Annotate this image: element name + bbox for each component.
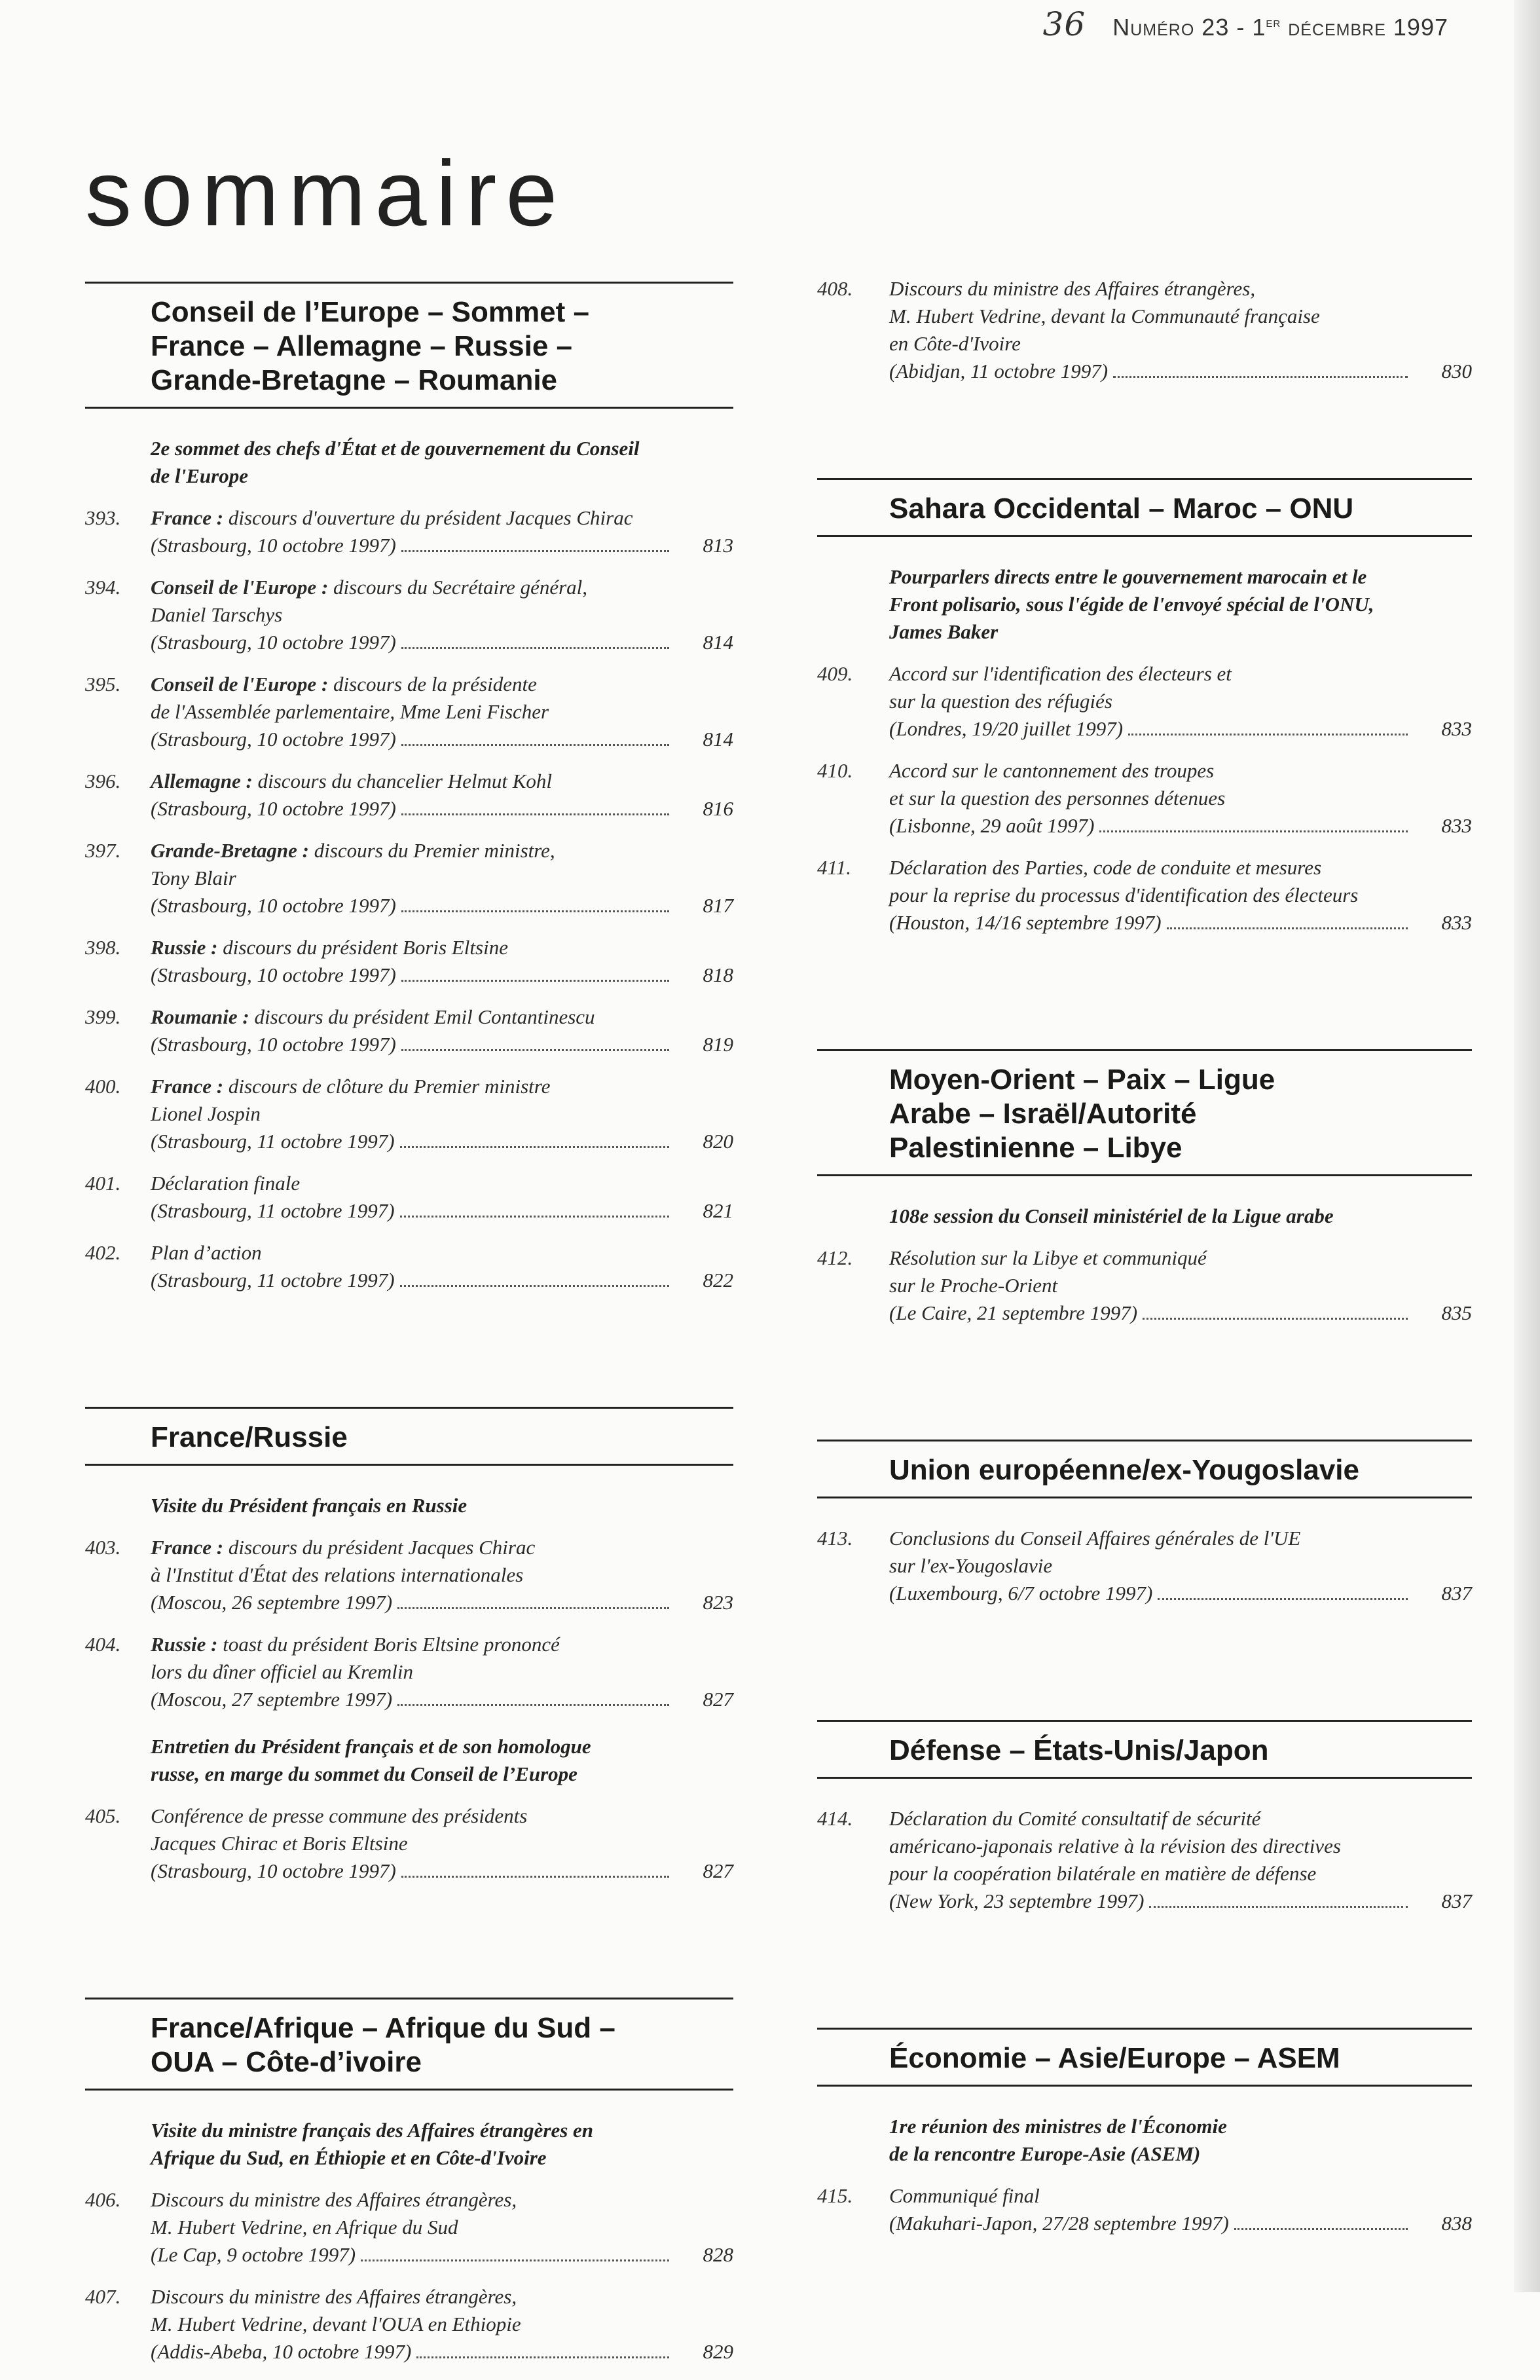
entry-title-line: Résolution sur la Libye et communiqué [889, 1246, 1207, 1269]
page-number: 816 [703, 797, 733, 820]
section-heading-line: Conseil de l’Europe – Sommet – [151, 296, 589, 328]
entry-title-line: Tony Blair [151, 866, 236, 889]
section-heading [85, 1998, 733, 2091]
page-title: sommaire [85, 141, 567, 246]
toc-section [85, 282, 733, 1294]
entry-title-line: Conseil de l'Europe : discours de la présidente [151, 673, 537, 696]
entry-number: 397. [85, 839, 121, 862]
entry-source: (Abidjan, 11 octobre 1997) [889, 360, 1109, 382]
issue-number: Numéro 23 - 1 [1112, 14, 1266, 41]
entry-title-line: Lionel Jospin [151, 1102, 261, 1125]
entry-lead: Conseil de l'Europe : [151, 576, 329, 599]
toc-entry [85, 671, 733, 753]
entry-source-line [889, 1299, 1472, 1327]
page-number: 833 [1441, 911, 1472, 934]
entry-title-line: Russie : toast du président Boris Eltsine prononcé [151, 1633, 560, 1656]
page-edge-shadow [1514, 0, 1540, 2292]
entry-title-line: pour la coopération bilatérale en matière de défense [889, 1862, 1317, 1885]
page-number: 838 [1441, 2212, 1472, 2235]
dot-leader [401, 980, 669, 982]
page-number: 837 [1441, 1889, 1472, 1912]
dot-leader [1113, 376, 1408, 378]
entry-title-line: Discours du ministre des Affaires étrangères, [889, 277, 1256, 300]
entry-number: 403. [85, 1536, 121, 1559]
entry-lead: Russie : [151, 936, 218, 959]
entry-body [889, 275, 1472, 385]
entry-source-line [889, 1887, 1472, 1915]
entry-title-line: Jacques Chirac et Boris Eltsine [151, 1832, 408, 1855]
entry-source-line [151, 795, 733, 823]
entry-body [889, 660, 1472, 743]
toc-entry [85, 1239, 733, 1294]
left-column [85, 282, 733, 2380]
entry-number: 405. [85, 1804, 121, 1827]
section-gap [817, 951, 1472, 1049]
entry-source: (Strasbourg, 10 octobre 1997) [151, 797, 396, 820]
entry-source-line [151, 1857, 733, 1885]
entry-title-line: Conclusions du Conseil Affaires générales de l'UE [889, 1527, 1301, 1550]
issue-sup: er [1266, 14, 1281, 30]
entry-source: (Londres, 19/20 juillet 1997) [889, 717, 1124, 740]
entry-title-line: Conseil de l'Europe : discours du Secrétaire général, [151, 576, 588, 599]
entry-source: (Strasbourg, 11 octobre 1997) [151, 1130, 395, 1153]
entry-title-line: Déclaration des Parties, code de conduite et mesures [889, 856, 1322, 879]
entry-title-line: France : discours du président Jacques Chirac [151, 1536, 536, 1559]
group-intro [889, 1202, 1472, 1230]
entry-title-line: sur la question des réfugiés [889, 690, 1112, 713]
dot-leader [416, 2356, 669, 2358]
page-number: 833 [1441, 814, 1472, 837]
group-intro-line: de l'Europe [151, 464, 248, 487]
dot-leader [1158, 1598, 1408, 1600]
entry-body [151, 1631, 733, 1713]
section-heading-line: France/Afrique – Afrique du Sud – [151, 2012, 615, 2044]
toc-section [817, 275, 1472, 385]
entry-title-line: Accord sur l'identification des électeurs et [889, 662, 1232, 685]
entry-source-line [151, 1031, 733, 1058]
group-intro-line: russe, en marge du sommet du Conseil de l’Europe [151, 1762, 578, 1785]
entry-source-line [889, 1580, 1472, 1607]
section-heading-line: Sahara Occidental – Maroc – ONU [889, 493, 1354, 525]
entry-title-line: France : discours d'ouverture du président Jacques Chirac [151, 506, 633, 529]
entry-source-line [151, 1686, 733, 1713]
entry-lead: France : [151, 1536, 224, 1559]
entry-source: (Strasbourg, 10 octobre 1997) [151, 1859, 396, 1882]
entry-source-line [151, 892, 733, 920]
dot-leader [397, 1607, 669, 1609]
entry-number: 408. [817, 277, 853, 300]
entry-number: 393. [85, 506, 121, 529]
toc-entry [85, 934, 733, 989]
entry-source: (Strasbourg, 10 octobre 1997) [151, 894, 396, 917]
entry-number: 404. [85, 1633, 121, 1656]
dot-leader [1149, 1906, 1408, 1908]
page-number: 829 [703, 2340, 733, 2363]
section-gap [817, 400, 1472, 478]
entry-source-line [151, 1197, 733, 1225]
toc-entry [817, 660, 1472, 743]
group-intro-line: 108e session du Conseil ministériel de la Ligue arabe [889, 1204, 1334, 1227]
section-heading-line: OUA – Côte-d’ivoire [151, 2046, 422, 2078]
page-number: 830 [1441, 360, 1472, 382]
group-intro-line: Afrique du Sud, en Éthiopie et en Côte-d'Ivoire [151, 2146, 547, 2169]
toc-entry [85, 837, 733, 920]
entry-number: 394. [85, 576, 121, 599]
page-number: 819 [703, 1033, 733, 1056]
toc-entry [85, 574, 733, 656]
dot-leader [401, 1876, 669, 1878]
entry-title-line: Daniel Tarschys [151, 603, 283, 626]
entry-title-line: lors du dîner officiel au Kremlin [151, 1660, 413, 1683]
entry-body [151, 574, 733, 656]
toc-entry [817, 1805, 1472, 1915]
entry-lead: Conseil de l'Europe : [151, 673, 329, 696]
entry-title-line: Communiqué final [889, 2184, 1040, 2207]
entry-number: 400. [85, 1075, 121, 1098]
entry-body [151, 934, 733, 989]
dot-leader [1143, 1318, 1408, 1320]
toc-entry [817, 1525, 1472, 1607]
toc-entry [85, 1073, 733, 1155]
entry-number: 402. [85, 1241, 121, 1264]
entry-title-line: Déclaration finale [151, 1172, 301, 1195]
section-heading-line: Moyen-Orient – Paix – Ligue [889, 1064, 1275, 1096]
entry-title-line: Discours du ministre des Affaires étrangères, [151, 2188, 517, 2211]
entry-source: (New York, 23 septembre 1997) [889, 1889, 1145, 1912]
entry-source-line [151, 2338, 733, 2366]
entry-body [889, 854, 1472, 937]
toc-entry [85, 1631, 733, 1713]
entry-title-line: en Côte-d'Ivoire [889, 332, 1021, 355]
entry-title-line: M. Hubert Vedrine, devant la Communauté française [889, 305, 1320, 327]
entry-source-line [151, 1267, 733, 1294]
entry-source-line [151, 726, 733, 753]
issue-label [1112, 14, 1448, 41]
toc-entry [85, 1802, 733, 1885]
toc-section [85, 1407, 733, 1885]
entry-source: (Strasbourg, 10 octobre 1997) [151, 963, 396, 986]
section-heading [85, 1407, 733, 1466]
group-intro [889, 563, 1472, 646]
entry-number: 412. [817, 1246, 853, 1269]
dot-leader [401, 550, 669, 552]
entry-source: (Strasbourg, 10 octobre 1997) [151, 534, 396, 557]
dot-leader [401, 647, 669, 649]
entry-body [151, 2283, 733, 2366]
entry-body [889, 1525, 1472, 1607]
entry-number: 406. [85, 2188, 121, 2211]
toc-entry [85, 2186, 733, 2269]
dot-leader [1167, 927, 1408, 929]
group-intro-line: Visite du Président français en Russie [151, 1494, 468, 1517]
page-number: 822 [703, 1269, 733, 1292]
entry-title-line: sur le Proche-Orient [889, 1274, 1058, 1297]
group-intro-line: Pourparlers directs entre le gouvernement marocain et le [889, 565, 1367, 588]
entry-body [151, 671, 733, 753]
entry-source-line [151, 961, 733, 989]
dot-leader [401, 1049, 669, 1051]
entry-source-line [889, 909, 1472, 937]
toc-entry [817, 854, 1472, 937]
entry-title-line: Russie : discours du président Boris Eltsine [151, 936, 508, 959]
issue-date: décembre 1997 [1281, 14, 1448, 41]
group-intro [151, 435, 733, 490]
section-heading-line: Grande-Bretagne – Roumanie [151, 364, 558, 396]
entry-source: (Addis-Abeba, 10 octobre 1997) [151, 2340, 412, 2363]
page-number: 813 [703, 534, 733, 557]
section-gap [817, 1929, 1472, 2028]
section-heading-line: Union européenne/ex-Yougoslavie [889, 1454, 1359, 1486]
dot-leader [400, 1285, 669, 1287]
group-intro-line: Visite du ministre français des Affaires étrangères en [151, 2119, 594, 2142]
toc-section [817, 1440, 1472, 1607]
entry-title-line: France : discours de clôture du Premier ministre [151, 1075, 551, 1098]
entry-lead: France : [151, 1075, 224, 1098]
entry-body [151, 1802, 733, 1885]
toc-section [817, 478, 1472, 937]
toc-entry [85, 1170, 733, 1225]
toc-entry [817, 757, 1472, 840]
entry-source: (Strasbourg, 10 octobre 1997) [151, 1033, 396, 1056]
entry-source-line [151, 629, 733, 656]
entry-source-line [151, 1589, 733, 1616]
dot-leader [401, 744, 669, 746]
dot-leader [400, 1146, 669, 1148]
toc-entry [85, 2283, 733, 2366]
entry-number: 409. [817, 662, 853, 685]
group-intro-line: Entretien du Président français et de son homologue [151, 1735, 591, 1758]
section-heading-line: France/Russie [151, 1421, 348, 1453]
entry-source: (Luxembourg, 6/7 octobre 1997) [889, 1582, 1153, 1605]
right-column [817, 275, 1472, 2252]
toc-entry [817, 275, 1472, 385]
entry-number: 413. [817, 1527, 853, 1550]
entry-source-line [889, 358, 1472, 385]
entry-title-line: de l'Assemblée parlementaire, Mme Leni Fischer [151, 700, 549, 723]
entry-body [151, 768, 733, 823]
entry-body [151, 2186, 733, 2269]
toc-entry [817, 2182, 1472, 2237]
entry-source-line [889, 715, 1472, 743]
group-intro [889, 2113, 1472, 2168]
toc-section [817, 1720, 1472, 1915]
entry-source: (Le Caire, 21 septembre 1997) [889, 1301, 1138, 1324]
entry-body [151, 1239, 733, 1294]
section-heading-line: Palestinienne – Libye [889, 1132, 1182, 1164]
page-number: 814 [703, 631, 733, 654]
section-heading-line: Économie – Asie/Europe – ASEM [889, 2042, 1340, 2074]
toc-entry [85, 1534, 733, 1616]
entry-lead: Roumanie : [151, 1005, 249, 1028]
section-heading [817, 478, 1472, 537]
dot-leader [361, 2259, 669, 2261]
entry-title-line: Conférence de presse commune des présidents [151, 1804, 528, 1827]
entry-source: (Makuhari-Japon, 27/28 septembre 1997) [889, 2212, 1229, 2235]
entry-title-line: Roumanie : discours du président Emil Contantinescu [151, 1005, 595, 1028]
entry-number: 395. [85, 673, 121, 696]
entry-title-line: Accord sur le cantonnement des troupes [889, 759, 1215, 782]
section-gap [85, 1899, 733, 1998]
issue-header [1043, 5, 1448, 43]
dot-leader [401, 910, 669, 912]
entry-number: 401. [85, 1172, 121, 1195]
section-gap [817, 1341, 1472, 1440]
section-heading [817, 1049, 1472, 1176]
entry-source-line [151, 2241, 733, 2269]
entry-number: 407. [85, 2285, 121, 2308]
page-number: 820 [703, 1130, 733, 1153]
entry-source: (Moscou, 27 septembre 1997) [151, 1688, 393, 1711]
page-number: 828 [703, 2243, 733, 2266]
section-heading-line: Arabe – Israël/Autorité [889, 1098, 1197, 1130]
section-heading [817, 2028, 1472, 2087]
entry-source: (Strasbourg, 11 octobre 1997) [151, 1199, 395, 1222]
page-number: 821 [703, 1199, 733, 1222]
dot-leader [1128, 734, 1408, 735]
entry-title-line: Grande-Bretagne : discours du Premier ministre, [151, 839, 555, 862]
toc-section [817, 2028, 1472, 2237]
entry-number: 411. [817, 856, 851, 879]
group-intro [151, 1492, 733, 1519]
section-gap [85, 1309, 733, 1407]
entry-title-line: Discours du ministre des Affaires étrangères, [151, 2285, 517, 2308]
dot-leader [400, 1216, 669, 1218]
entry-body [889, 2182, 1472, 2237]
entry-title-line: Allemagne : discours du chancelier Helmut Kohl [151, 770, 553, 792]
section-gap [817, 1622, 1472, 1720]
toc-entry [85, 768, 733, 823]
entry-source: (Houston, 14/16 septembre 1997) [889, 911, 1162, 934]
dot-leader [1234, 2228, 1408, 2230]
entry-number: 414. [817, 1807, 853, 1830]
section-heading-line: Défense – États-Unis/Japon [889, 1734, 1269, 1766]
entry-source-line [151, 1128, 733, 1155]
group-intro [151, 1733, 733, 1788]
entry-source: (Strasbourg, 10 octobre 1997) [151, 631, 396, 654]
entry-body [889, 1244, 1472, 1327]
toc-entry [85, 1003, 733, 1058]
entry-body [151, 837, 733, 920]
entry-source: (Moscou, 26 septembre 1997) [151, 1591, 393, 1614]
entry-title-line: sur l'ex-Yougoslavie [889, 1554, 1053, 1577]
group-intro-line: de la rencontre Europe-Asie (ASEM) [889, 2142, 1201, 2165]
dot-leader [1099, 830, 1408, 832]
handwritten-page-number: 36 [1042, 5, 1086, 43]
page-number: 837 [1441, 1582, 1472, 1605]
entry-title-line: et sur la question des personnes détenues [889, 787, 1226, 809]
entry-body [151, 1073, 733, 1155]
group-intro-line: 1re réunion des ministres de l'Économie [889, 2115, 1227, 2138]
entry-body [151, 1003, 733, 1058]
entry-body [151, 504, 733, 559]
entry-title-line: M. Hubert Vedrine, en Afrique du Sud [151, 2216, 458, 2239]
toc-entry [817, 1244, 1472, 1327]
page-number: 835 [1441, 1301, 1472, 1324]
dot-leader [401, 813, 669, 815]
page-number: 817 [703, 894, 733, 917]
entry-source: (Strasbourg, 10 octobre 1997) [151, 728, 396, 751]
entry-lead: Allemagne : [151, 770, 253, 792]
page-number: 827 [703, 1859, 733, 1882]
entry-body [889, 1805, 1472, 1915]
entry-lead: France : [151, 506, 224, 529]
group-intro [151, 2117, 733, 2172]
section-heading [817, 1440, 1472, 1498]
entry-number: 398. [85, 936, 121, 959]
entry-number: 396. [85, 770, 121, 792]
entry-number: 399. [85, 1005, 121, 1028]
entry-source-line [151, 532, 733, 559]
entry-body [151, 1170, 733, 1225]
page-number: 827 [703, 1688, 733, 1711]
page-number: 823 [703, 1591, 733, 1614]
entry-lead: Russie : [151, 1633, 218, 1656]
entry-body [889, 757, 1472, 840]
group-intro-line: 2e sommet des chefs d'État et de gouvernement du Conseil [151, 437, 640, 460]
group-intro-line: James Baker [889, 620, 999, 643]
entry-title-line: Déclaration du Comité consultatif de sécurité [889, 1807, 1261, 1830]
section-heading [817, 1720, 1472, 1779]
entry-source-line [889, 2210, 1472, 2237]
toc-section [817, 1049, 1472, 1327]
page-number: 814 [703, 728, 733, 751]
entry-source: (Le Cap, 9 octobre 1997) [151, 2243, 356, 2266]
dot-leader [397, 1704, 669, 1706]
entry-title-line: M. Hubert Vedrine, devant l'OUA en Ethiopie [151, 2313, 521, 2335]
entry-source: (Lisbonne, 29 août 1997) [889, 814, 1095, 837]
entry-source-line [889, 812, 1472, 840]
page-number: 833 [1441, 717, 1472, 740]
toc-section [85, 1998, 733, 2366]
toc-entry [85, 504, 733, 559]
entry-title-line: à l'Institut d'État des relations internationales [151, 1563, 524, 1586]
section-heading [85, 282, 733, 409]
entry-title-line: Plan d’action [151, 1241, 262, 1264]
entry-number: 415. [817, 2184, 853, 2207]
entry-lead: Grande-Bretagne : [151, 839, 309, 862]
page-number: 818 [703, 963, 733, 986]
group-intro-line: Front polisario, sous l'égide de l'envoyé spécial de l'ONU, [889, 593, 1374, 616]
entry-title-line: pour la reprise du processus d'identification des électeurs [889, 883, 1359, 906]
entry-number: 410. [817, 759, 853, 782]
entry-source: (Strasbourg, 11 octobre 1997) [151, 1269, 395, 1292]
section-heading-line: France – Allemagne – Russie – [151, 330, 572, 362]
entry-title-line: américano-japonais relative à la révision des directives [889, 1834, 1341, 1857]
entry-body [151, 1534, 733, 1616]
